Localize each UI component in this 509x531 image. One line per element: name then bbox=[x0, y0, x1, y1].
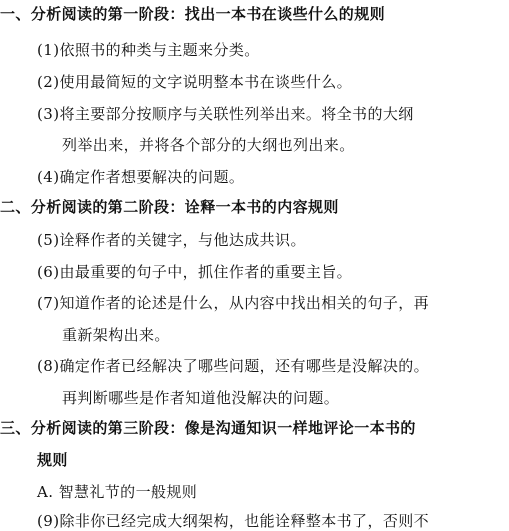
rule-3: (3)将主要部分按顺序与关联性列举出来。将全书的大纲 bbox=[37, 105, 414, 123]
rule-9: (9)除非你已经完成大纲架构，也能诠释整本书了，否则不 bbox=[37, 512, 430, 530]
rule-2: (2)使用最简短的文字说明整本书在谈些什么。 bbox=[37, 73, 353, 91]
section-3-heading: 三、分析阅读的第三阶段：像是沟通知识一样地评论一本书的 bbox=[0, 419, 416, 437]
rule-1: (1)依照书的种类与主题来分类。 bbox=[37, 41, 260, 59]
section-1-heading: 一、分析阅读的第一阶段：找出一本书在谈些什么的规则 bbox=[0, 5, 386, 23]
rule-5: (5)诠释作者的关键字，与他达成共识。 bbox=[37, 231, 306, 249]
rule-6: (6)由最重要的句子中，抓住作者的重要主旨。 bbox=[37, 263, 353, 281]
rule-7: (7)知道作者的论述是什么，从内容中找出相关的句子，再 bbox=[37, 294, 430, 312]
rule-7-continued: 重新架构出来。 bbox=[62, 326, 170, 344]
rule-3-continued: 列举出来，并将各个部分的大纲也列出来。 bbox=[62, 136, 355, 154]
rule-4: (4)确定作者想要解决的问题。 bbox=[37, 168, 245, 186]
section-2-heading: 二、分析阅读的第二阶段：诠释一本书的内容规则 bbox=[0, 198, 339, 216]
subheading-a: A. 智慧礼节的一般规则 bbox=[37, 483, 198, 501]
rule-8: (8)确定作者已经解决了哪些问题，还有哪些是没解决的。 bbox=[37, 357, 430, 375]
rule-8-continued: 再判断哪些是作者知道他没解决的问题。 bbox=[62, 389, 340, 407]
section-3-heading-continued: 规则 bbox=[37, 451, 68, 469]
